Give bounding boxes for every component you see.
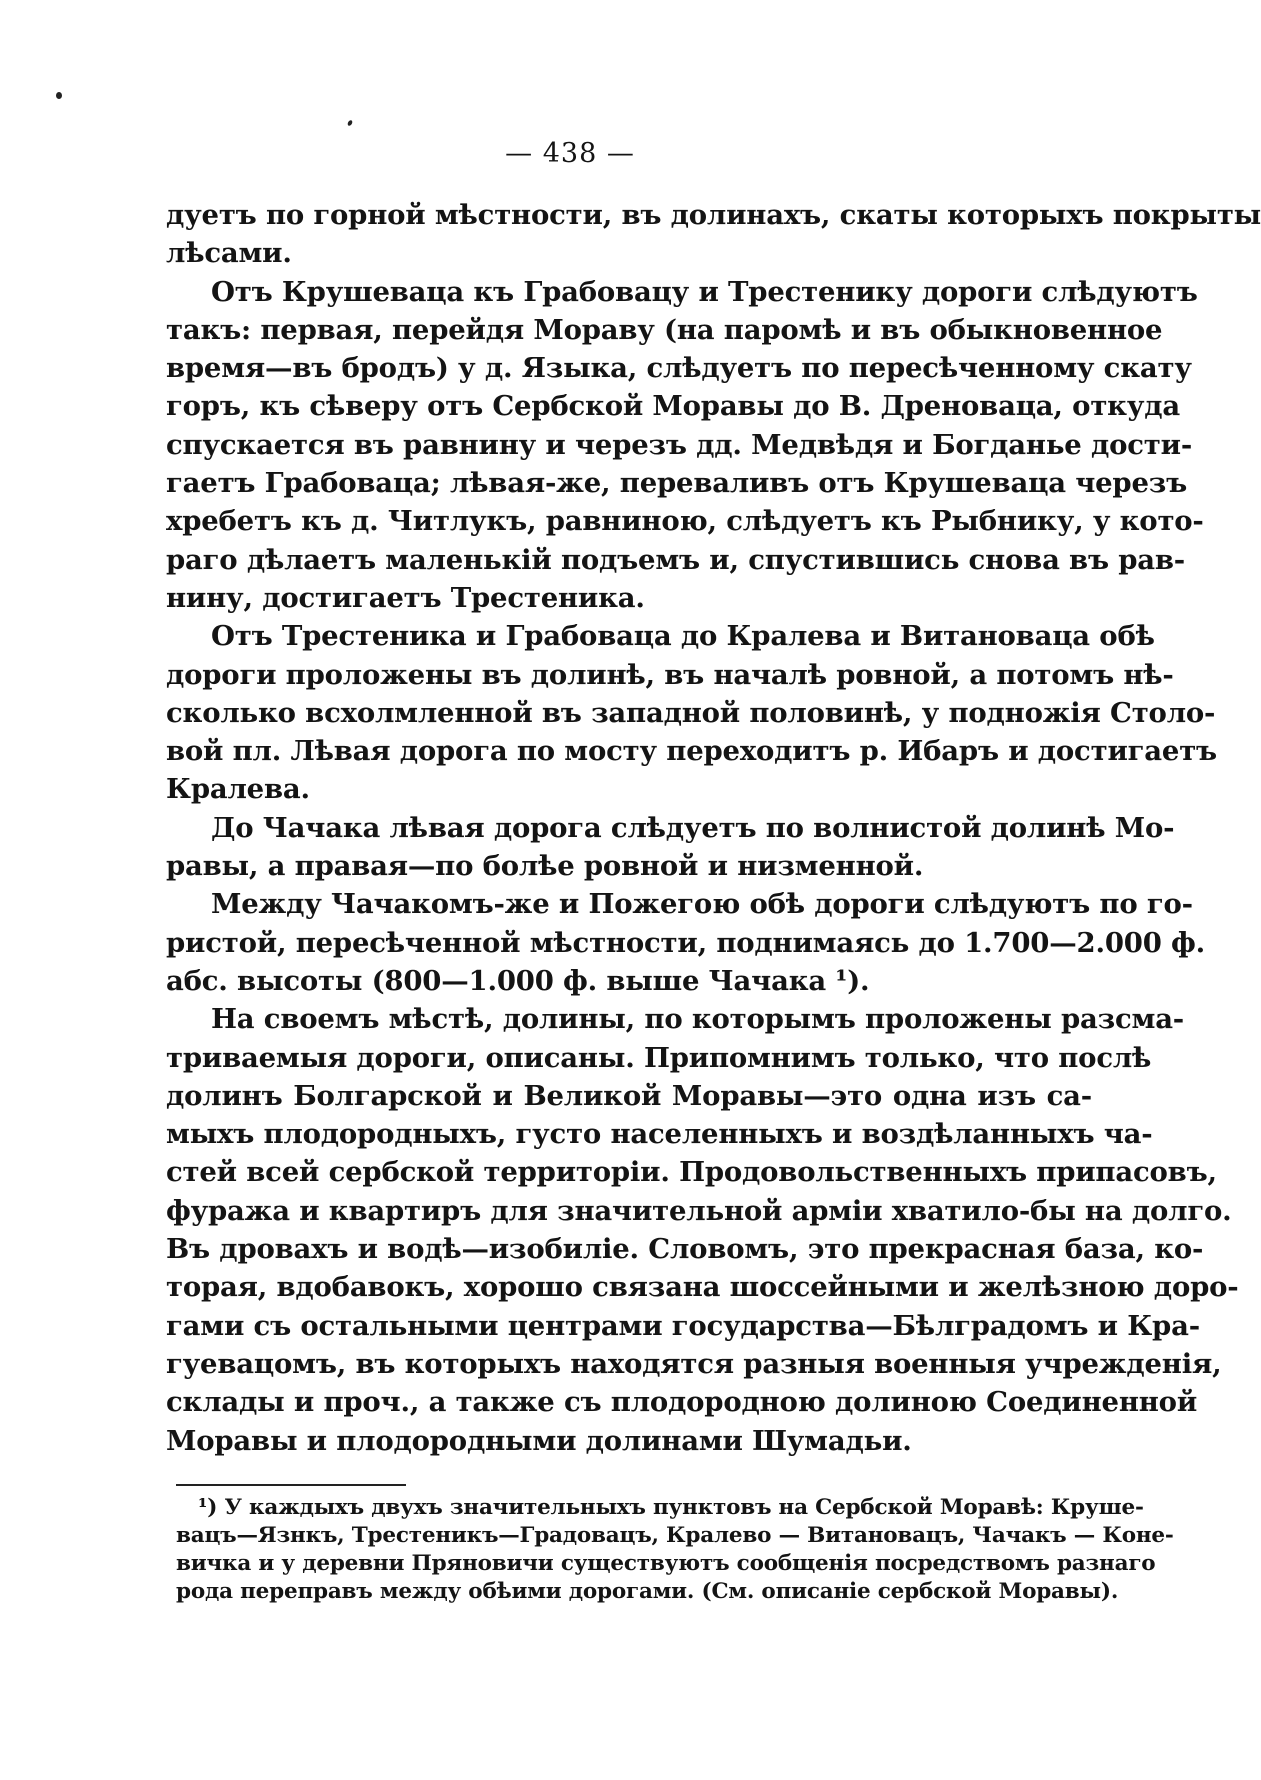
text-line: спускается въ равнину и черезъ дд. Медвѣдя и Богданье дости- <box>166 428 1193 461</box>
text-line: лѣсами. <box>166 237 292 270</box>
paragraph <box>166 273 1204 618</box>
paragraph <box>166 617 1217 808</box>
text-line: ристой, пересѣченной мѣстности, поднимаясь до 1.700—2.000 ф. <box>166 926 1205 959</box>
paragraph <box>166 196 1261 273</box>
footnote-line: рода переправъ между обѣими дорогами. (См. описаніе сербской Моравы). <box>176 1579 1119 1604</box>
footnote-line: вичка и у деревни Пряновичи существуютъ сообщенія посредствомъ разнаго <box>176 1551 1156 1576</box>
text-line: дороги проложены въ долинѣ, въ началѣ ровной, а потомъ нѣ- <box>166 658 1174 691</box>
text-line: гаетъ Грабоваца; лѣвая-же, переваливъ отъ Крушеваца черезъ <box>166 467 1187 500</box>
body-text <box>166 196 1261 1460</box>
text-line: На своемъ мѣстѣ, долины, по которымъ проложены разсма- <box>211 1003 1185 1036</box>
text-line: Отъ Крушеваца къ Грабовацу и Трестенику дороги слѣдуютъ <box>211 275 1198 308</box>
text-line: долинъ Болгарской и Великой Моравы—это одна изъ са- <box>166 1079 1092 1112</box>
text-line: Между Чачакомъ-же и Пожегою обѣ дороги слѣдуютъ по го- <box>211 888 1193 921</box>
ink-speck <box>56 92 62 99</box>
paragraph <box>166 885 1205 1000</box>
text-line: равы, а правая—по болѣе ровной и низменной. <box>166 850 924 883</box>
text-line: Кралева. <box>166 773 310 806</box>
text-line: Въ дровахъ и водѣ—изобиліе. Словомъ, это прекрасная база, ко- <box>166 1233 1204 1266</box>
text-line: нину, достигаетъ Трестеника. <box>166 581 645 614</box>
text-line: вой пл. Лѣвая дорога по мосту переходитъ р. Ибаръ и достигаетъ <box>166 735 1217 768</box>
text-line: фуража и квартиръ для значительной арміи хватило-бы на долго. <box>166 1194 1232 1227</box>
paragraph <box>166 1000 1239 1460</box>
text-line: абс. высоты (800—1.000 ф. выше Чачака ¹). <box>166 964 870 997</box>
text-line: хребетъ къ д. Читлукъ, равниною, слѣдуетъ къ Рыбнику, у кото- <box>166 505 1204 538</box>
paragraph <box>166 809 1175 886</box>
text-line: торая, вдобавокъ, хорошо связана шоссейными и желѣзною доро- <box>166 1271 1239 1304</box>
footnote-line: вацъ—Язнкъ, Трестеникъ—Градовацъ, Кралево — Витановацъ, Чачакъ — Коне- <box>176 1523 1174 1548</box>
text-line: мыхъ плодородныхъ, густо населенныхъ и воздѣланныхъ ча- <box>166 1118 1153 1151</box>
text-line: склады и проч., а также съ плодородною долиною Соединенной <box>166 1386 1198 1419</box>
footnote-rule <box>176 1484 406 1486</box>
text-line: гуевацомъ, въ которыхъ находятся разныя военныя учрежденія, <box>166 1347 1222 1380</box>
text-line: дуетъ по горной мѣстности, въ долинахъ, скаты которыхъ покрыты <box>166 199 1261 231</box>
ink-speck <box>347 119 353 126</box>
footnote <box>176 1494 1174 1606</box>
text-line: раго дѣлаетъ маленькій подъемъ и, спустившись снова въ рав- <box>166 543 1186 576</box>
text-line: сколько всхолмленной въ западной половинѣ, у подножія Столо- <box>166 696 1216 729</box>
text-line: гами съ остальными центрами государства—Бѣлградомъ и Кра- <box>166 1309 1200 1342</box>
text-line: Моравы и плодородными долинами Шумадьи. <box>166 1424 912 1457</box>
text-line: триваемыя дороги, описаны. Припомнимъ только, что послѣ <box>166 1041 1152 1074</box>
text-line: Отъ Трестеника и Грабоваца до Кралева и Витановаца обѣ <box>211 620 1155 653</box>
text-line: горъ, къ сѣверу отъ Сербской Моравы до В. Дреноваца, откуда <box>166 390 1180 423</box>
text-line: стей всей сербской территоріи. Продовольственныхъ припасовъ, <box>166 1156 1217 1189</box>
page-number: — 438 — <box>505 138 635 169</box>
text-line: такъ: первая, перейдя Мораву (на паромѣ и въ обыкновенное <box>166 313 1163 346</box>
text-line: время—въ бродъ) у д. Языка, слѣдуетъ по пересѣченному скату <box>166 352 1192 385</box>
text-line: До Чачака лѣвая дорога слѣдуетъ по волнистой долинѣ Мо- <box>211 811 1175 844</box>
footnote-line: ¹) У каждыхъ двухъ значительныхъ пунктовъ на Сербской Моравѣ: Круше- <box>198 1495 1144 1520</box>
